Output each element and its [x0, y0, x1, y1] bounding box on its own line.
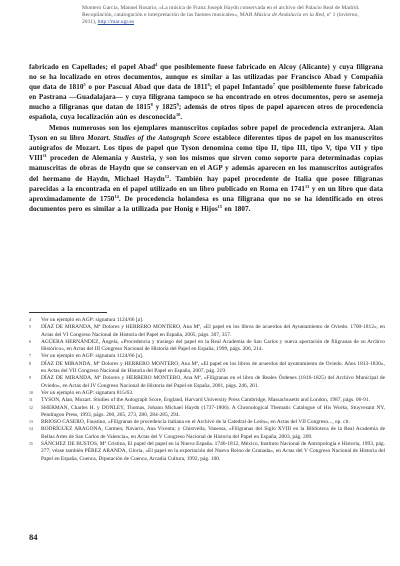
footnote-text: DÍAZ DE MIRANDA, Mª Dolores y HERRERO MONTERO, Ana Mª, «Filigranas en el libro de Reales Órdenes (1816-1825) del Archivo Municipal de Oviedo», en Actas del IV Congreso Nacional de Historia del Papel en España, 2001, págs. 246, 261. [41, 375, 385, 389]
footnote-ref[interactable]: 9 [176, 102, 179, 108]
text-run: fabricado en Capellades; el papel Abad [29, 63, 156, 71]
text-run: y 1825 [152, 103, 177, 112]
paragraph-1 [29, 62, 383, 122]
main-body-text [29, 62, 383, 214]
footnote-number: 4 [29, 318, 31, 322]
text-run: y en un libro que data aproximadamente de 1750 [29, 184, 383, 203]
footnote-text: Ver un ejemplo en AGP: signatura 815/63. [41, 389, 134, 396]
footnote-text: RODRÍGUEZ ARAGONA, Carmen; Navarro, Ana Vicenta; y Chistvella, Vanessa, «Filigranas del Siglo XVIII en la Biblioteca de la Real Academia de Bellas Artes de San Carlos de Valencia», en Actas del V Congreso Nacional de Historia del Papel en España, 2003, pág. 209. [41, 426, 385, 440]
footnote-text: SHERMAN, Charles H. y DONLEY, Thomas, Johann Michael Haydn (1737-1806). A Chronological Thematic Catalogue of His Works, Stuyvesant NY, Pendragon Press, 1993, págs. 260, 265, 273, 280, 284-285, 294. [41, 404, 385, 418]
running-head-issue: , nº 1 (invierno, 2011), [82, 12, 359, 26]
footnote [29, 426, 385, 441]
footnote-text: TYSON, Alan, Mozart. Studies of the Autograph Score, England, Harvard University Press Cambridge, Massachusetts and London, 1987, págs. 06-91. [41, 397, 370, 404]
footnote-ref[interactable]: 7 [272, 82, 276, 88]
footnote-number: 8 [29, 361, 31, 366]
text-run: que posiblemente fuese fabricado en Pastrana —Guadalajara— y cuya filigrana tampoco se ha encontrado en otros documentos, pero se asemeja mucho a filigranas que datan de 1815 [29, 83, 384, 112]
footnote-number: 7 [29, 354, 31, 359]
footnote-ref[interactable]: 12 [164, 173, 170, 179]
footnote-number: 11 [29, 398, 33, 403]
footnote [29, 397, 385, 404]
footnote-ref[interactable]: 8 [150, 102, 153, 108]
footnote-text: DÍAZ DE MIRANDA, Mª Dolores y HERRERO MONTERO, Ana Mª, «El papel en los libros de acuerdos del Ayuntamiento de Oviedo. 1700-1812», en Actas del VI Congreso Nacional de Historia del Papel en España, 2005, págs. 307, 357. [41, 324, 385, 338]
footnote-ref[interactable]: 14 [114, 193, 119, 199]
footnote-text: Ver un ejemplo en AGP: signatura 1124/66 [a]. [41, 353, 144, 360]
footnote-ref[interactable]: 10 [175, 112, 181, 118]
footnote-number: 15 [29, 442, 33, 447]
footnote-ref[interactable]: 5 [83, 82, 86, 88]
text-run: en 1807. [222, 204, 251, 213]
footnote-number: 14 [29, 427, 33, 432]
footnote-text: BRIOSO CASERO, Faustino, «Filigranas de procedencia italiana en el Archivo de la Catedral de León», en Actas del VII Congreso..., op. cit. [41, 419, 350, 426]
footnote-ref[interactable]: 15 [217, 203, 223, 209]
journal-link[interactable]: http://mar.ugr.es [97, 19, 135, 26]
footnote [29, 405, 385, 420]
text-run: Menos numerosos son los ejemplares manuscritos copiados sobre papel de procedencia extranjera. Alan Tyson en su libro [29, 124, 383, 143]
footnote [29, 361, 385, 376]
book-title: Mozart. Studies of the Autograph Score [87, 134, 211, 143]
footnote-number: 5 [29, 325, 31, 330]
footnote-ref[interactable]: 4 [155, 62, 158, 67]
footnote-separator [29, 312, 107, 313]
footnote-text: DÍAZ DE MIRANDA, Mª Dolores y HERRERO MONTERO, Ana Mª, «El papel en los libros de acuerdos del ayuntamiento de Oviedo. Años 1813-1830», en Actas del VII Congreso Nacional de Historia del Papel en España, 2007, pág. 219. [41, 360, 385, 375]
footnote-text: Ver un ejemplo en AGP: signatura 1124/66 [a]. [41, 317, 144, 323]
footnote [29, 324, 385, 339]
footnote [29, 375, 385, 390]
footnote-ref[interactable]: 6 [207, 82, 210, 88]
text-run: . También hay papel procedente de Italia que posee filigranas parecidas a la encontrada en el papel utilizado en un libro publicado en Roma en 1741 [29, 174, 383, 193]
footnote-number: 12 [29, 405, 33, 410]
footnotes-list [29, 317, 385, 463]
footnote-text: SÁNCHEZ DE BUSTOS, Mª Cristina, El papel del papel en la Nueva España. 1746-1812, México, Instituto Nacional de Antropología e Historia, 1993, pág. 277; véase también PÉREZ ARANDA, Gloria, «El papel en la exportación del Nuevo Reino de Granada», en Actas del V Congreso Nacional de Historia del Papel en España, Cuenca, Diputación de Cuenca, Arcadia Cultura, 1992, pág. 100. [41, 441, 385, 462]
footnote [29, 339, 385, 354]
text-run: . De procedencia holandesa es una filigrana que no se ha identificado en otros documentos pero es similar a la utilizada por Honig e Hijos [29, 194, 383, 213]
page-number: 84 [29, 532, 38, 542]
footnote-text: AGÜERA HERNÁNDEZ, Ángela, «Procedencia y trasiego del papel en la Real Academia de San Carlos y nueva aportación de filigranas de su Archivo Histórico», en Actas del III Congreso Nacional de Historia del Papel en España, 1999, págs. 206, 214. [41, 338, 385, 353]
text-run: que posiblemente fuese fabricado en Alcoy (Alicante) y cuya filigrana no se ha localizado en otros documentos, aunque es similar a las utilizadas por Francisco Abad y Compañía que data de 1810 [29, 63, 384, 92]
footnote [29, 353, 385, 360]
footnote [29, 441, 385, 463]
footnote-number: 9 [29, 376, 31, 381]
running-head-journal: Música de Andalucía en la Red [253, 12, 324, 19]
text-run: establece diferentes tipos de papel en los manuscritos autógrafos de Mozart. Los tipos de papel que Tyson denomina como tipo II, tipo III, tipo V, tipo VII y tipo VIII [29, 134, 383, 163]
footnote-number: 10 [29, 390, 33, 395]
text-run: . [180, 113, 183, 122]
footnote-number: 6 [29, 339, 31, 344]
text-run: ; además de otros tipos de papel aparecen otros de procedencia española, cuya localización aún es desconocida [29, 103, 383, 122]
running-head-citation: Montero García, Manuel Rosario, «La música de Franz Joseph Haydn conservada en el archivo del Palacio Real de Madrid. Recopilación, catalogación e interpretación de las fuentes musicales», MAR [82, 5, 360, 19]
text-run: proceden de Alemania y Austria, y son los mismos que sirven como soporte para determinadas copias manuscritas de obras de Haydn que se conservan en el AGP y además aparecen en los manuscritos autógrafos del hermano de Haydn, Michael Haydn [29, 154, 383, 183]
text-run: o por Pascual Abad que data de 1811 [85, 83, 208, 92]
footnote-ref[interactable]: 11 [42, 153, 47, 159]
footnote-number: 13 [29, 420, 33, 425]
footnote-ref[interactable]: 13 [304, 183, 310, 189]
text-run: ; el papel Infantado [209, 83, 273, 92]
running-head [82, 5, 372, 27]
paragraph-2 [29, 123, 383, 213]
